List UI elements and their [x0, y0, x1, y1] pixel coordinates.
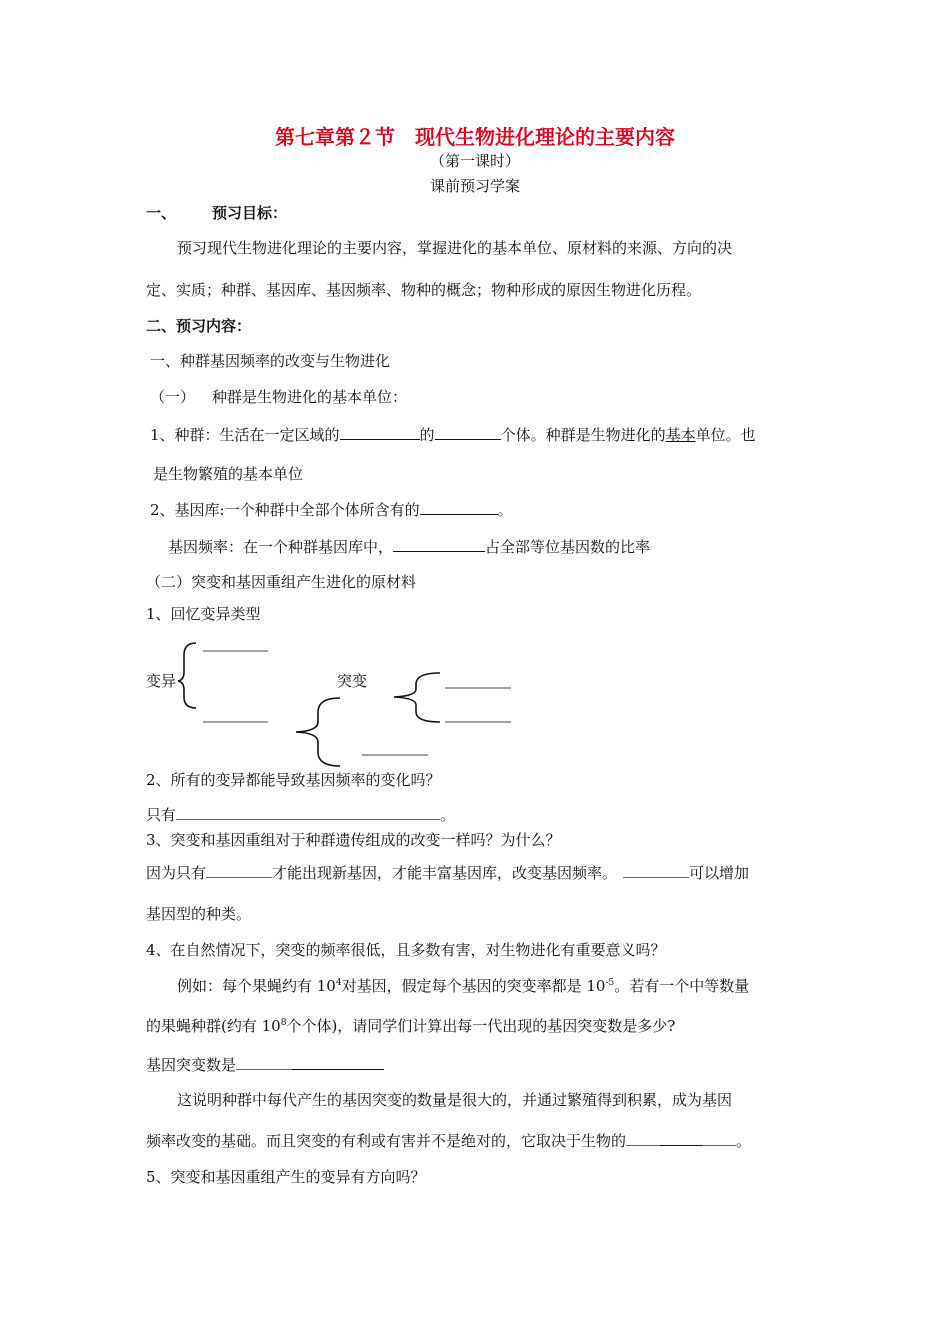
part1-title: 种群是生物进化的基本单位： [212, 388, 408, 406]
blank-because-2[interactable] [623, 862, 689, 878]
blank-only[interactable] [176, 804, 440, 820]
example-line2 [146, 1016, 675, 1036]
answer-because-a: 因为只有 [146, 864, 207, 882]
answer-because-c: 可以增加 [689, 864, 750, 882]
example-text-b: 对基因，假定每个基因的突变率都是 10 [341, 977, 606, 995]
label-variation: 变异 [146, 672, 177, 690]
question-all-variation: 2、所有的变异都能导致基因频率的变化吗？ [146, 771, 441, 789]
question-population-line2: 是生物繁殖的基本单位 [153, 465, 304, 483]
page-title: 第七章第２节 现代生物进化理论的主要内容 [275, 125, 675, 149]
question-natural-mutation: 4、在自然情况下，突变的频率很低，且多数有害，对生物进化有重要意义吗？ [146, 941, 666, 959]
explanation-line1: 这说明种群中每代产生的基因突变的数量是很大的，并通过繁殖得到积累，成为基因 [177, 1091, 733, 1109]
blank-mutation-count-b[interactable] [292, 1054, 384, 1070]
blank-environment-b[interactable] [660, 1130, 702, 1146]
answer-because-line2: 基因型的种类。 [146, 905, 252, 923]
blank-because-1[interactable] [206, 862, 272, 878]
example2-text-a: 的果蝇种群(约有 10 [146, 1017, 281, 1035]
answer-only [146, 804, 455, 825]
explanation-end: 。 [736, 1132, 752, 1150]
blank-environment-a[interactable] [626, 1130, 660, 1146]
question-gene-frequency-text-b: 占全部等位基因数的比率 [485, 538, 651, 556]
explanation-line2 [146, 1130, 751, 1151]
section1-paragraph-line1: 预习现代生物进化理论的主要内容，掌握进化的基本单位、原材料的来源、方向的决 [177, 239, 733, 257]
brace-variation [178, 643, 196, 708]
answer-only-prefix: 只有 [146, 806, 177, 824]
question-population-text-a: 1、种群：生活在一定区域的 [150, 426, 340, 444]
answer-only-suffix: 。 [440, 806, 456, 824]
question-gene-frequency-text-a: 基因频率：在一个种群基因库中， [168, 538, 394, 556]
answer-because [146, 862, 749, 883]
part1-number: （一） [150, 388, 196, 406]
answer-because-b: 才能出现新基因，才能丰富基因库，改变基因频率。 [272, 864, 618, 882]
section2-heading: 二、预习内容： [146, 317, 252, 335]
example-text-c: 。若有一个中等数量 [614, 977, 750, 995]
section1-heading: 预习目标： [212, 204, 288, 222]
mutation-count [146, 1054, 384, 1075]
brace-mutation [394, 673, 440, 722]
example-text-a: 例如：每个果蝇约有 10 [177, 977, 336, 995]
example-exp-genes: 4 [335, 978, 342, 988]
part2-title: （二）突变和基因重组产生进化的原材料 [146, 573, 417, 591]
blank-environment-c[interactable] [702, 1130, 736, 1146]
question-gene-pool-text: 2、基因库:一个种群中全部个体所含有的 [150, 501, 420, 519]
question-population-text-c: 个体。种群是生物进化的 [500, 426, 666, 444]
brace-mutation-group [296, 698, 340, 766]
question-direction: 5、突变和基因重组产生的变异有方向吗？ [146, 1168, 426, 1186]
explanation-text: 频率改变的基础。而且突变的有利或有害并不是绝对的，它取决于生物的 [146, 1132, 627, 1150]
section1-paragraph-line2: 定、实质；种群、基因库、基因频率、物种的概念；物种形成的原因生物进化历程。 [146, 281, 702, 299]
label-mutation: 突变 [337, 672, 368, 690]
question-population-text-b: 的 [419, 426, 435, 444]
section1-number: 一、 [146, 204, 177, 222]
question-population-text-basic: 基本 [665, 426, 696, 444]
example-line1 [177, 976, 749, 996]
question-gene-pool-end: 。 [497, 501, 513, 519]
recall-variation-types: 1、回忆变异类型 [146, 605, 261, 623]
session-label: （第一课时） [429, 152, 520, 170]
question-population-text-e: 单位。也 [695, 426, 756, 444]
subsection-heading: 一、种群基因频率的改变与生物进化 [150, 352, 391, 370]
example2-exp: 8 [280, 1018, 287, 1028]
page-subtitle: 课前预习学案 [429, 177, 520, 195]
blank-mutation-count-a[interactable] [236, 1054, 292, 1070]
question-same-effect: 3、突变和基因重组对于种群遗传组成的改变一样吗？为什么？ [146, 831, 561, 849]
example2-text-b: 个个体)，请同学们计算出每一代出现的基因突变数是多少? [286, 1017, 676, 1035]
mutation-count-label: 基因突变数是 [146, 1056, 237, 1074]
example-exp-rate: -5 [605, 978, 615, 988]
